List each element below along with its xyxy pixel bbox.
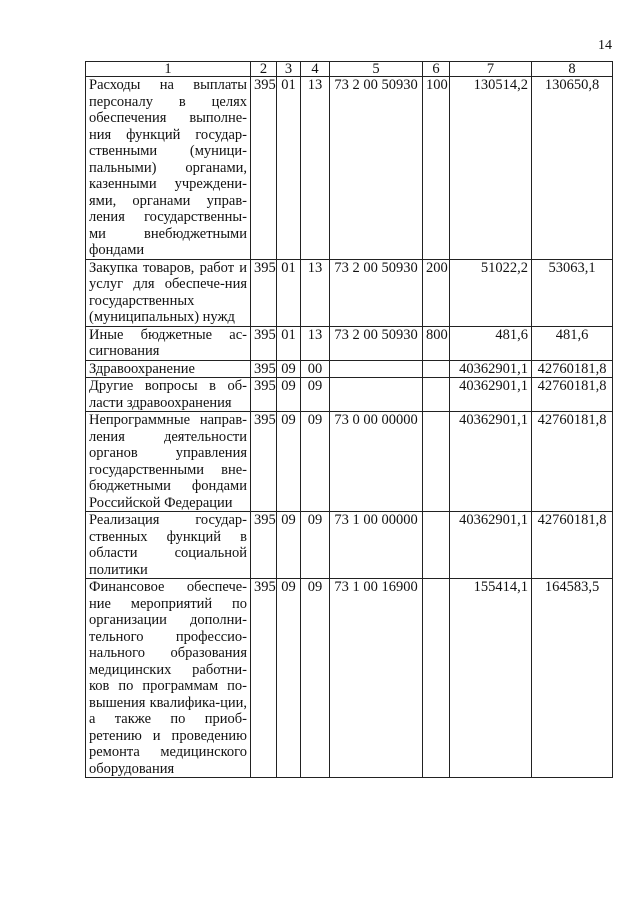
row-code-target-item: 73 2 00 50930 — [330, 77, 423, 260]
row-name: Реализация государ-ственных функций в области социальной политики — [86, 512, 251, 579]
row-code-department: 395 — [251, 259, 277, 326]
row-code-section: 01 — [277, 326, 301, 360]
row-name: Непрограммные направ-ления деятельности органов управления государственными вне-бюджетными фондами Российской Федерации — [86, 412, 251, 512]
header-col-2: 2 — [251, 62, 277, 77]
row-code-target-item: 73 1 00 16900 — [330, 579, 423, 778]
row-code-subsection: 09 — [301, 412, 330, 512]
header-col-5: 5 — [330, 62, 423, 77]
header-col-3: 3 — [277, 62, 301, 77]
row-code-section: 09 — [277, 360, 301, 378]
row-code-section: 01 — [277, 259, 301, 326]
row-code-subsection: 00 — [301, 360, 330, 378]
row-code-expense-type — [423, 512, 450, 579]
row-code-subsection: 13 — [301, 326, 330, 360]
table-row — [86, 378, 613, 412]
row-code-expense-type: 200 — [423, 259, 450, 326]
row-name: Расходы на выплаты персоналу в целях обеспечения выполне-ния функций государ-ственными (муници-пальными) органами, казенными учреждени-ями, органами управ-ления государственны-ми внебюджетными фондами — [86, 77, 251, 260]
row-name: Здравоохранение — [86, 360, 251, 378]
budget-table — [85, 61, 613, 778]
row-name: Иные бюджетные ас-сигнования — [86, 326, 251, 360]
header-col-4: 4 — [301, 62, 330, 77]
row-amount-year-2: 53063,1 — [532, 259, 613, 326]
row-amount-year-1: 40362901,1 — [450, 378, 532, 412]
row-code-target-item — [330, 360, 423, 378]
row-code-subsection: 09 — [301, 579, 330, 778]
row-code-expense-type — [423, 579, 450, 778]
row-code-target-item: 73 2 00 50930 — [330, 326, 423, 360]
row-code-subsection: 09 — [301, 512, 330, 579]
row-amount-year-1: 155414,1 — [450, 579, 532, 778]
row-amount-year-1: 40362901,1 — [450, 512, 532, 579]
row-code-target-item: 73 1 00 00000 — [330, 512, 423, 579]
table-row — [86, 326, 613, 360]
row-name: Другие вопросы в об-ласти здравоохранения — [86, 378, 251, 412]
table-row — [86, 77, 613, 260]
row-code-department: 395 — [251, 360, 277, 378]
row-amount-year-1: 130514,2 — [450, 77, 532, 260]
table-row — [86, 259, 613, 326]
row-code-department: 395 — [251, 512, 277, 579]
row-code-section: 09 — [277, 512, 301, 579]
row-code-section: 09 — [277, 579, 301, 778]
row-code-expense-type: 800 — [423, 326, 450, 360]
header-row — [86, 62, 613, 77]
row-amount-year-1: 481,6 — [450, 326, 532, 360]
row-code-expense-type — [423, 412, 450, 512]
row-amount-year-2: 42760181,8 — [532, 378, 613, 412]
row-code-target-item — [330, 378, 423, 412]
header-col-1: 1 — [86, 62, 251, 77]
row-name: Закупка товаров, работ и услуг для обеспече-ния государственных (муниципальных) нужд — [86, 259, 251, 326]
row-code-section: 09 — [277, 378, 301, 412]
row-amount-year-2: 42760181,8 — [532, 412, 613, 512]
table-row — [86, 579, 613, 778]
row-amount-year-1: 40362901,1 — [450, 412, 532, 512]
row-code-department: 395 — [251, 77, 277, 260]
row-code-subsection: 09 — [301, 378, 330, 412]
row-amount-year-2: 481,6 — [532, 326, 613, 360]
row-amount-year-2: 42760181,8 — [532, 512, 613, 579]
table-row — [86, 412, 613, 512]
row-code-target-item: 73 2 00 50930 — [330, 259, 423, 326]
table-row — [86, 512, 613, 579]
row-code-section: 01 — [277, 77, 301, 260]
row-code-department: 395 — [251, 579, 277, 778]
table-row — [86, 360, 613, 378]
row-code-department: 395 — [251, 412, 277, 512]
row-code-expense-type — [423, 378, 450, 412]
row-amount-year-1: 51022,2 — [450, 259, 532, 326]
row-code-expense-type: 100 — [423, 77, 450, 260]
row-code-subsection: 13 — [301, 77, 330, 260]
header-col-8: 8 — [532, 62, 613, 77]
row-code-department: 395 — [251, 326, 277, 360]
row-name: Финансовое обеспече-ние мероприятий по организации дополни-тельного профессио-нального образования медицинских работни-ков по программам по-вышения квалифика-ции, а также по приоб-ретению и проведению ремонта медицинского оборудования — [86, 579, 251, 778]
header-col-7: 7 — [450, 62, 532, 77]
row-amount-year-1: 40362901,1 — [450, 360, 532, 378]
row-amount-year-2: 164583,5 — [532, 579, 613, 778]
page-number: 14 — [598, 38, 612, 53]
row-amount-year-2: 42760181,8 — [532, 360, 613, 378]
row-code-subsection: 13 — [301, 259, 330, 326]
row-code-department: 395 — [251, 378, 277, 412]
row-code-section: 09 — [277, 412, 301, 512]
row-code-target-item: 73 0 00 00000 — [330, 412, 423, 512]
row-amount-year-2: 130650,8 — [532, 77, 613, 260]
header-col-6: 6 — [423, 62, 450, 77]
row-code-expense-type — [423, 360, 450, 378]
